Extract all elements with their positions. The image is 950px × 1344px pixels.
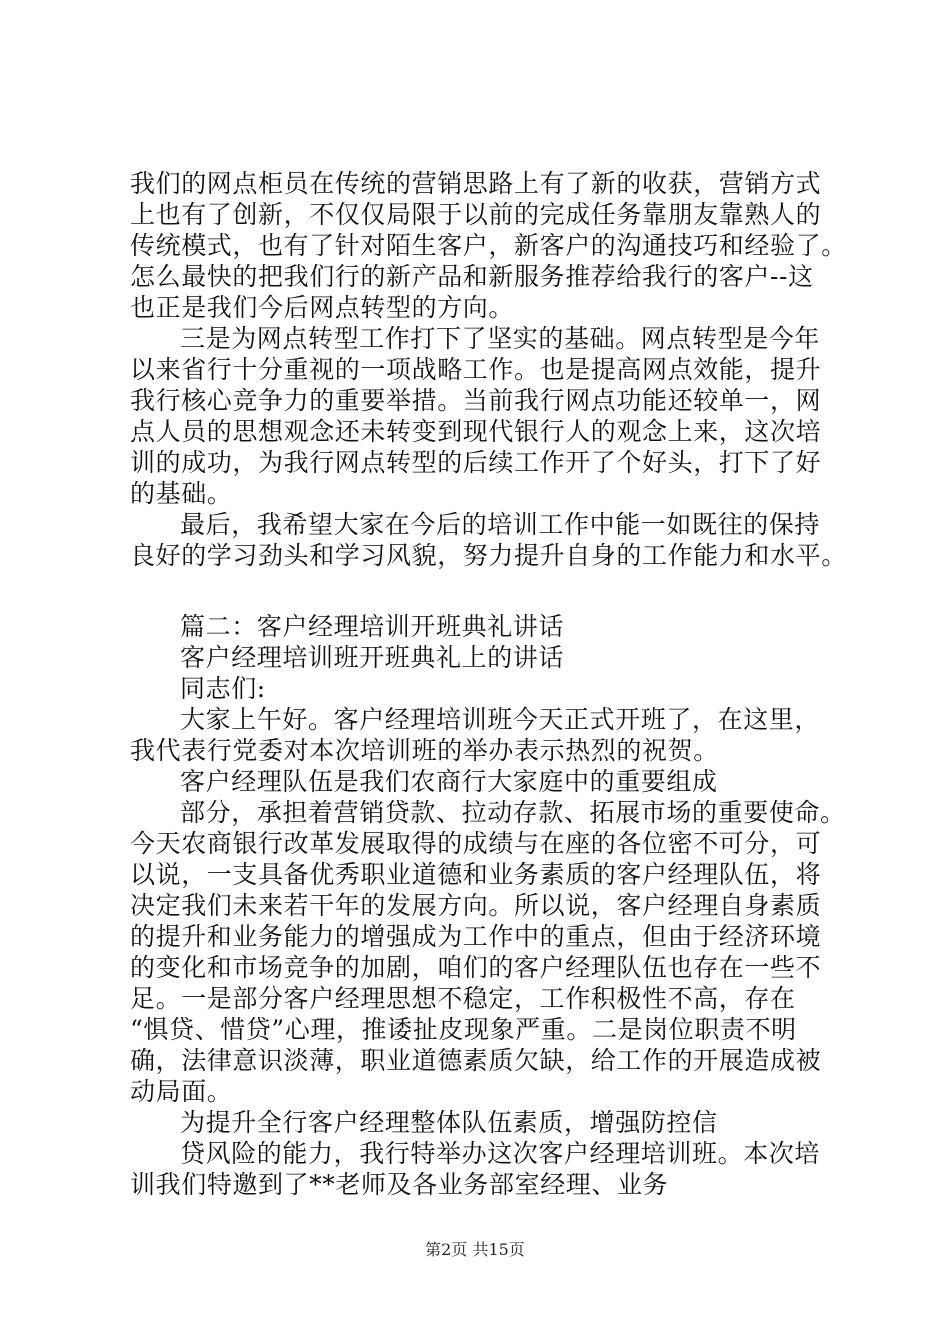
section-gap [130, 571, 840, 611]
text-line: 良好的学习劲头和学习风貌，努力提升自身的工作能力和水平。 [130, 541, 847, 570]
text-line: 上也有了创新，不仅仅局限于以前的完成任务靠朋友靠熟人的 [130, 200, 822, 229]
text-line: 三是为网点转型工作打下了坚实的基础。网点转型是今年 [180, 324, 821, 353]
text-line: 点人员的思想观念还未转变到现代银行人的观念上来，这次培 [130, 417, 822, 446]
text-line: 以来省行十分重视的一项战略工作。也是提高网点效能，提升 [130, 355, 822, 384]
text-line: 训的成功，为我行网点转型的后续工作开了个好头，打下了好 [130, 448, 822, 477]
text-line: 的变化和市场竞争的加剧，咱们的客户经理队伍也存在一些不 [130, 953, 822, 982]
text-line: 以说，一支具备优秀职业道德和业务素质的客户经理队伍，将 [130, 860, 822, 889]
salutation: 同志们: [180, 674, 266, 703]
text-line: 客户经理队伍是我们农商行大家庭中的重要组成 [180, 767, 718, 796]
text-line: 传统模式，也有了针对陌生客户，新客户的沟通技巧和经验了。 [130, 231, 847, 260]
text-line: 我行核心竞争力的重要举措。当前我行网点功能还较单一，网 [130, 386, 822, 415]
text-line: 也正是我们今后网点转型的方向。 [130, 293, 515, 322]
text-line: 贷风险的能力，我行特举办这次客户经理培训班。本次培 [180, 1139, 821, 1168]
text-line: 的提升和业务能力的增强成为工作中的重点，但由于经济环境 [130, 922, 822, 951]
text-line: 足。一是部分客户经理思想不稳定，工作积极性不高，存在 [130, 984, 796, 1013]
text-line: 动局面。 [130, 1077, 233, 1106]
text-line: 为提升全行客户经理整体队伍素质，增强防控信 [180, 1108, 718, 1137]
text-line: 训我们特邀到了**老师及各业务部室经理、业务 [130, 1170, 669, 1199]
text-line: 今天农商银行改革发展取得的成绩与在座的各位密不可分，可 [130, 829, 822, 858]
text-line: 大家上午好。客户经理培训班今天正式开班了，在这里， [180, 705, 821, 734]
speech-title: 客户经理培训班开班典礼上的讲话 [180, 643, 565, 672]
text-line: “惧贷、惜贷”心理，推诿扯皮现象严重。二是岗位职责不明 [130, 1015, 797, 1044]
text-line: 的基础。 [130, 479, 233, 508]
text-line: 确，法律意识淡薄，职业道德素质欠缺，给工作的开展造成被 [130, 1046, 822, 1075]
text-line: 我代表行党委对本次培训班的举办表示热烈的祝贺。 [130, 736, 719, 765]
text-line: 我们的网点柜员在传统的营销思路上有了新的收获，营销方式 [130, 169, 822, 198]
text-line: 最后，我希望大家在今后的培训工作中能一如既往的保持 [180, 510, 821, 539]
text-line: 怎么最快的把我们行的新产品和新服务推荐给我行的客户--这 [130, 262, 814, 291]
section-heading: 篇二：客户经理培训开班典礼讲话 [180, 612, 565, 641]
text-line: 部分，承担着营销贷款、拉动存款、拓展市场的重要使命。 [180, 798, 846, 827]
text-line: 决定我们未来若干年的发展方向。所以说，客户经理自身素质 [130, 891, 822, 920]
page-number: 第2页 共15页 [425, 1240, 525, 1259]
document-body [130, 168, 847, 1200]
